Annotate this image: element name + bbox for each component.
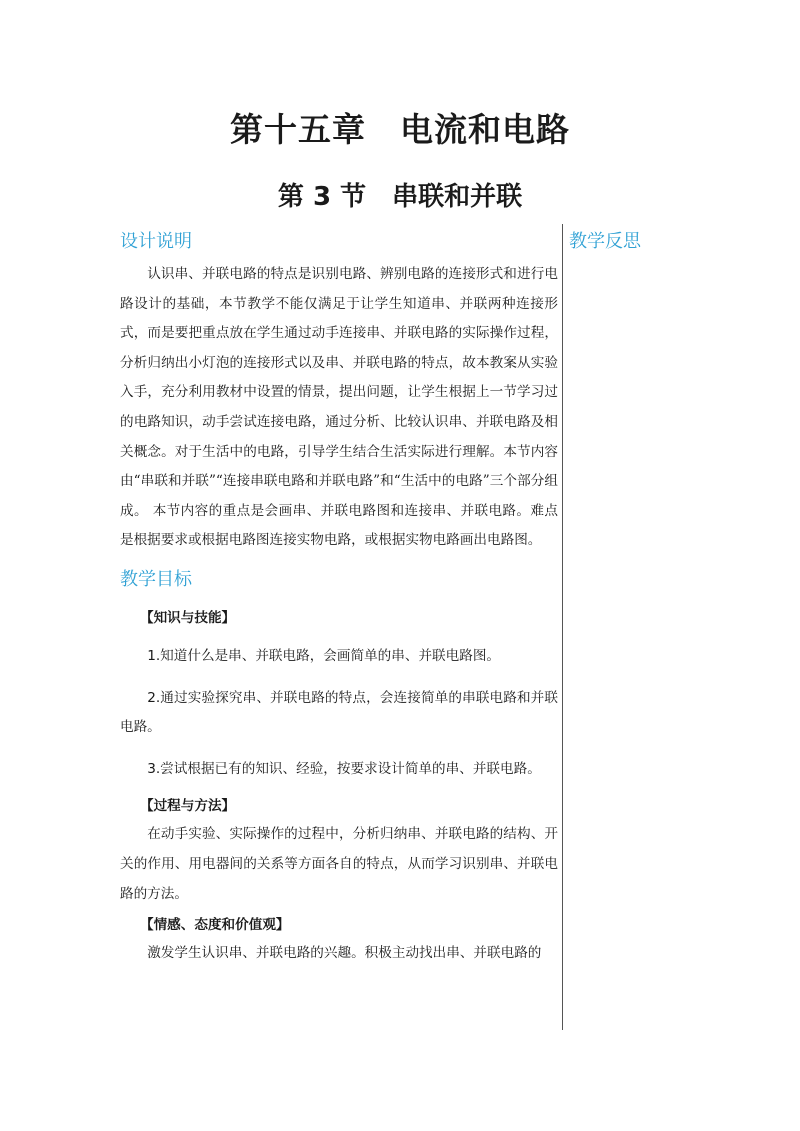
side-column bbox=[569, 226, 679, 258]
process-paragraph: 在动手实验、实际操作的过程中，分析归纳串、并联电路的结构、开关的作用、用电器间的关系等方面各自的特点，从而学习识别串、并联电路的方法。 bbox=[120, 826, 558, 902]
knowledge-item-3 bbox=[120, 755, 558, 785]
knowledge-item-2 bbox=[120, 684, 558, 743]
section-title: 第 3 节 串联和并联 bbox=[277, 182, 523, 212]
process-heading: 【过程与方法】 bbox=[140, 798, 236, 815]
design-heading: 设计说明 bbox=[120, 231, 192, 252]
knowledge-item-1 bbox=[120, 642, 558, 672]
item-text: 知道什么是串、并联电路，会画简单的串、并联电路图。 bbox=[160, 647, 501, 664]
emotion-heading: 【情感、态度和价值观】 bbox=[140, 917, 290, 934]
knowledge-heading: 【知识与技能】 bbox=[140, 609, 236, 626]
column-divider bbox=[562, 224, 563, 1030]
item-text: 尝试根据已有的知识、经验，按要求设计简单的串、并联电路。 bbox=[160, 760, 541, 777]
design-paragraph: 认识串、并联电路的特点是识别电路、辨别电路的连接形式和进行电路设计的基础，本节教学不能仅满足于让学生知道串、并联两种连接形式，而是要把重点放在学生通过动手连接串、并联电路的实际操作过程，分析归纳出小灯泡的连接形式以及串、并联电路的特点，故本教案从实验入手，充分利用教材中设置的情景，提出问题，让学生根据上一节学习过的电路知识，动手尝试连接电路，通过分析、比较认识串、并联电路及相关概念。对于生活中的电路，引导学生结合生活实际进行理解。本节内容由“串联和并联”“连接串联电路和并联电路”和“生活中的电路”三个部分组成。 本节内容的重点是会画串、并联电路图和连接串、并联电路。难点是根据要求或根据电路图连接实物电路，或根据实物电路画出电路图。 bbox=[120, 266, 558, 549]
chapter-title: 第十五章 电流和电路 bbox=[230, 110, 570, 149]
item-number: 3. bbox=[147, 760, 161, 777]
item-number: 1. bbox=[147, 647, 161, 664]
item-text: 通过实验探究串、并联电路的特点，会连接简单的串联电路和并联电路。 bbox=[120, 689, 558, 736]
main-column bbox=[120, 226, 558, 969]
reflection-heading: 教学反思 bbox=[569, 231, 641, 252]
item-number: 2. bbox=[147, 689, 161, 706]
emotion-paragraph: 激发学生认识串、并联电路的兴趣。积极主动找出串、并联电路的 bbox=[147, 945, 542, 962]
goals-heading: 教学目标 bbox=[120, 568, 192, 590]
